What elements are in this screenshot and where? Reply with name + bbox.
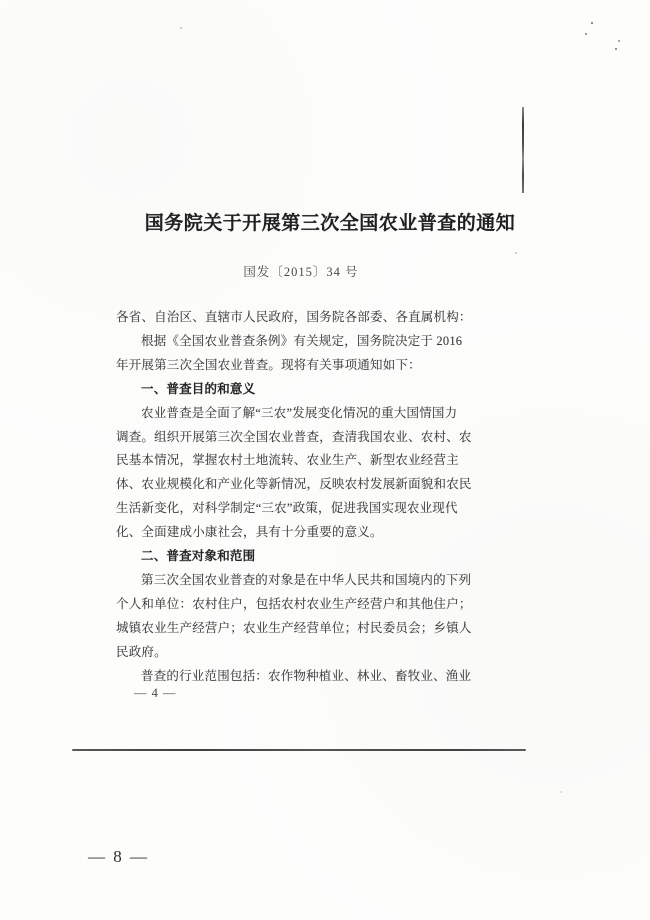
body-text-line: 第三次全国农业普查的对象是在中华人民共和国境内的下列	[141, 572, 472, 587]
document-body	[116, 306, 470, 689]
body-text-line: 调查。组织开展第三次全国农业普查，查清我国农业、农村、农	[116, 429, 472, 444]
scan-speck	[560, 791, 562, 793]
scan-speck	[515, 252, 517, 254]
body-text-line: 个人和单位：农村住户，包括农村农业生产经营户和其他住户；	[116, 596, 472, 611]
body-text-line: 化、全面建成小康社会，具有十分重要的意义。	[116, 525, 383, 540]
scan-speck	[585, 33, 587, 35]
body-text-line: 农业普查是全面了解“三农”发展变化情况的重大国情国力	[141, 405, 458, 420]
body-text-line: 体、农业规模化和产业化等新情况，反映农村发展新面貌和农民	[116, 477, 472, 492]
body-text-line: 城镇农业生产经营户；农业生产经营单位；村民委员会；乡镇人	[116, 620, 472, 635]
scan-speck	[180, 27, 182, 29]
body-text-line: 根据《全国农业普查条例》有关规定，国务院决定于 2016	[141, 333, 463, 348]
document-title: 国务院关于开展第三次全国农业普查的通知	[144, 213, 516, 234]
body-text-line: 民基本情况，掌握农村土地流转、农业生产、新型农业经营主	[116, 453, 459, 468]
body-text-line: 二、普查对象和范围	[141, 549, 256, 564]
body-text-line: 各省、自治区、直辖市人民政府，国务院各部委、各直属机构：	[116, 310, 472, 324]
body-text-line: 生活新变化，对科学制定“三农”政策，促进我国实现农业现代	[116, 501, 458, 516]
scan-speck	[618, 40, 620, 42]
scan-artifact-vertical-line	[522, 107, 524, 193]
body-text-line: 年开展第三次全国农业普查。现将有关事项通知如下：	[116, 357, 421, 372]
body-text-line: 普查的行业范围包括：农作物种植业、林业、畜牧业、渔业	[141, 668, 472, 683]
scan-page-number: — 8 —	[88, 847, 149, 866]
footer-divider-line	[72, 749, 526, 751]
body-text-line: 民政府。	[116, 644, 167, 659]
scan-speck	[615, 48, 617, 50]
scan-speck	[591, 22, 593, 24]
document-inner-page-number: — 4 —	[134, 686, 177, 700]
body-text-line: 一、普查目的和意义	[141, 381, 256, 396]
document-number: 国发〔2015〕34 号	[243, 265, 359, 279]
